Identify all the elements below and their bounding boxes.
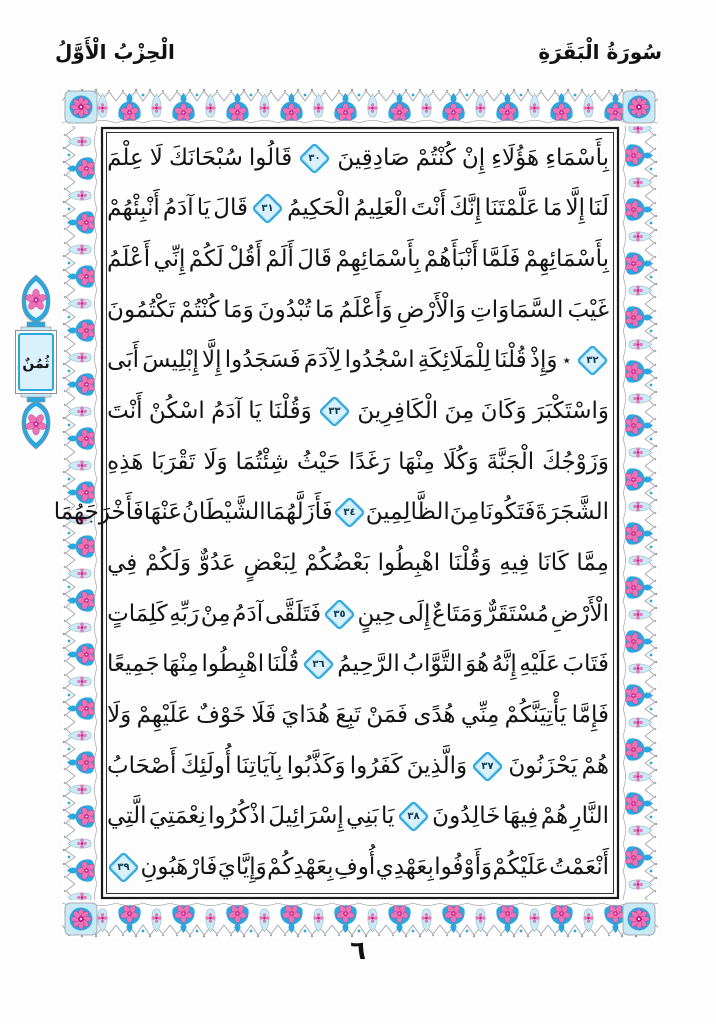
thumn-marker-ornament	[7, 272, 65, 452]
quran-word: فَأَخْرَجَهُمَا	[53, 499, 144, 526]
quran-word: مَا	[543, 195, 563, 222]
quran-word: لِلْمَلَائِكَةِ	[417, 347, 491, 374]
quran-word: يَأْتِيَنَّكُمْ	[504, 702, 567, 729]
quran-word: فِيهَا	[502, 803, 539, 830]
quran-word: عَلَيْهِمْ	[136, 702, 191, 729]
quran-line	[107, 285, 609, 336]
quran-word: الْكَافِرِينَ	[357, 398, 439, 425]
quran-word: إِنَّكَ	[449, 195, 482, 222]
quran-word: اسْجُدُوا	[344, 347, 415, 374]
quran-word: مُسْتَقَرٌّ	[484, 600, 549, 627]
ayah-marker: ٣٢	[576, 345, 609, 378]
quran-word: فَلَمَّا	[481, 246, 521, 273]
quran-word: وَلَا	[107, 702, 132, 729]
quran-word: لَا	[149, 144, 163, 171]
svg-text:ثُمُنٌ: ثُمُنٌ	[22, 356, 50, 372]
surah-title: سُورَةُ الْبَقَرَةِ	[538, 40, 662, 64]
quran-word: بَنِي	[346, 803, 379, 830]
quran-word: الْجَنَّةَ	[486, 448, 535, 475]
quran-line	[107, 842, 609, 893]
quran-word: خَالِدُونَ	[432, 803, 501, 830]
thumn-finial-icon	[7, 272, 65, 452]
quran-word: مِنْ	[200, 600, 231, 627]
ayah-marker: ٣١	[251, 193, 284, 226]
quran-text-area	[53, 133, 609, 893]
quran-word: أَنْعَمْتُ	[549, 854, 609, 881]
quran-word: التَّوَّابُ	[402, 651, 463, 678]
quran-word: غَيْبَ	[567, 296, 609, 323]
quran-line	[107, 640, 609, 691]
quran-word: وَزَوْجُكَ	[542, 448, 609, 475]
quran-word: بِأَسْمَائِهِمْ	[335, 246, 421, 273]
quran-word: بِعَهْدِكُمْ	[267, 854, 334, 881]
quran-word: بِآيَاتِنَا	[235, 752, 283, 779]
quran-word: لَكُمْ	[188, 246, 224, 273]
quran-word: وَكُلَا	[442, 448, 479, 475]
ayah-marker: ٣٦	[302, 649, 335, 682]
quran-word: إِسْرَائِيلَ	[268, 803, 344, 830]
quran-line	[107, 386, 609, 437]
quran-word: عَلَيْهِ	[519, 651, 560, 678]
quran-word: كَفَرُوا	[349, 752, 403, 779]
quran-word: وَمَتَاعٌ	[432, 600, 484, 627]
quran-word: وَكَانَ	[480, 398, 527, 425]
quran-word: سُبْحَانَكَ	[168, 144, 243, 171]
quran-word: أُولَئِكَ	[180, 752, 232, 779]
quran-word: الرَّحِيمُ	[337, 651, 400, 678]
quran-word: وَلَا	[203, 448, 228, 475]
quran-word: وَاسْتَكْبَرَ	[532, 398, 609, 425]
quran-word: فَتَابَ	[562, 651, 609, 678]
quran-line	[107, 437, 609, 488]
quran-word: وَلَكُمْ	[144, 550, 192, 577]
quran-line	[107, 741, 609, 792]
quran-word: الْحَكِيمُ	[287, 195, 351, 222]
quran-word: شِئْتُمَا	[235, 448, 289, 475]
quran-word: إِنْ	[461, 144, 486, 171]
quran-word: فِيهِ	[499, 550, 530, 577]
quran-word: أَعْلَمُ	[107, 246, 151, 273]
quran-word: وَقُلْنَا	[268, 398, 312, 425]
quran-word: يَحْزَنُونَ	[508, 752, 578, 779]
quran-word: آدَمُ	[232, 600, 264, 627]
quran-word: هُدَايَ	[281, 702, 331, 729]
quran-word: حَيْثُ	[296, 448, 341, 475]
quran-word: الَّتِي	[107, 803, 147, 830]
quran-word: فَمَنْ	[366, 702, 409, 729]
quran-word: قُلْنَا	[494, 347, 527, 374]
quran-word: عِلْمَ	[107, 144, 144, 171]
quran-word: فَتَلَقَّى	[264, 600, 322, 627]
quran-word: فَسَجَدُوا	[224, 347, 301, 374]
quran-word: هَذِهِ	[107, 448, 144, 475]
quran-word: أَلَمْ	[265, 246, 294, 273]
ayah-marker: ٣٥	[323, 598, 356, 631]
quran-word: فَإِمَّا	[571, 702, 609, 729]
quran-word: عَلَّمْتَنَا	[484, 195, 540, 222]
quran-word: لِآدَمَ	[303, 347, 342, 374]
quran-word: تَقْرَبَا	[151, 448, 196, 475]
quran-line	[107, 336, 609, 387]
quran-word: عَلَيْكُمْ	[492, 854, 549, 881]
quran-word: بِأَسْمَائِهِمْ	[523, 246, 609, 273]
quran-word: هُوَ	[465, 651, 490, 678]
quran-word: يَا	[196, 195, 211, 222]
quran-word: الظَّالِمِينَ	[365, 499, 450, 526]
quran-word: كَلِمَاتٍ	[107, 600, 168, 627]
quran-word: هَؤُلَاءِ	[491, 144, 540, 171]
quran-word: تَبِعَ	[335, 702, 361, 729]
quran-word: فَارْهَبُونِ	[140, 854, 218, 881]
quran-word: بَعْضُكُمْ	[304, 550, 370, 577]
quran-word: اهْبِطُوا	[377, 550, 441, 577]
quran-word: أَنْبِئْهُمْ	[107, 195, 160, 222]
ayah-marker: ٣٤	[333, 497, 366, 530]
quran-word: نِعْمَتِيَ	[148, 803, 206, 830]
quran-word: قُلْنَا	[266, 651, 300, 678]
quran-word: هُمْ	[540, 803, 569, 830]
quran-word: وَالَّذِينَ	[406, 752, 468, 779]
ayah-marker: ٣٧	[471, 750, 504, 783]
quran-line	[53, 488, 609, 539]
quran-word: إِبْلِيسَ	[142, 347, 199, 374]
quran-word: اسْكُنْ	[148, 398, 205, 425]
quran-word: عَدُوٌّ	[198, 550, 236, 577]
quran-word: وَالْأَرْضِ	[396, 296, 467, 323]
quran-word: عَنْهَا	[143, 499, 183, 526]
quran-line	[107, 589, 609, 640]
quran-word: رَبِّهِ	[169, 600, 200, 627]
ayah-marker: ٣٣	[318, 395, 351, 428]
quran-word: كُنْتُمْ	[179, 296, 220, 323]
quran-word: النَّارِ	[570, 803, 609, 830]
quran-word: مِنَ	[449, 499, 480, 526]
quran-word: مِنْهَا	[162, 651, 199, 678]
hizb-label: الْحِزْبُ الْأَوَّلُ	[55, 40, 175, 64]
quran-word: إِنَّهُ	[491, 651, 517, 678]
quran-word: حِينٍ	[357, 600, 397, 627]
quran-word: قَالُوا	[248, 144, 293, 171]
quran-word: اهْبِطُوا	[201, 651, 265, 678]
quran-word: مِنَ	[444, 398, 475, 425]
quran-word: اذْكُرُوا	[208, 803, 266, 830]
quran-line	[107, 184, 609, 235]
quran-word: جَمِيعًا	[107, 651, 160, 678]
quran-word: مَا	[315, 296, 335, 323]
quran-word: إِنِّي	[153, 246, 186, 273]
quran-word: أُوفِ	[333, 854, 376, 881]
quran-word: أَنْتَ	[410, 195, 447, 222]
quran-word: كَانَا	[537, 550, 569, 577]
quran-word: بِعَهْدِي	[375, 854, 434, 881]
quran-word: الْعَلِيمُ	[353, 195, 408, 222]
quran-word: لِبَعْضٍ	[243, 550, 297, 577]
quran-word: إِلَّا	[565, 195, 585, 222]
quran-word: وَأَوْفُوا	[434, 854, 493, 881]
quran-word: تَكْتُمُونَ	[107, 296, 176, 323]
quran-word: الْأَرْضِ	[550, 600, 609, 627]
quran-word: أَبَى	[107, 347, 140, 374]
page-number: ٦	[350, 936, 366, 966]
quran-line	[107, 133, 609, 184]
quran-word: فِي	[107, 550, 138, 577]
quran-word: وَمَا	[223, 296, 254, 323]
rub-el-hizb-star-icon: ٭	[562, 351, 571, 370]
quran-line	[107, 538, 609, 589]
quran-word: الشَّجَرَةَ	[535, 499, 609, 526]
quran-word: وَإِذْ	[529, 347, 558, 374]
quran-word: إِلَّا	[202, 347, 222, 374]
quran-word: قَالَ	[297, 246, 332, 273]
quran-word: تُبْدُونَ	[257, 296, 312, 323]
quran-word: يَا	[248, 398, 262, 425]
quran-word: يَا	[381, 803, 395, 830]
quran-word: فَأَزَلَّهُمَا	[265, 499, 333, 526]
quran-word: أَقُلْ	[227, 246, 262, 273]
quran-word: الشَّيْطَانُ	[182, 499, 266, 526]
quran-word: مِنْهَا	[398, 448, 435, 475]
ayah-marker: ٣٠	[299, 142, 332, 175]
quran-word: آدَمُ	[211, 398, 242, 425]
quran-word: خَوْفٌ	[196, 702, 247, 729]
quran-word: رَغَدًا	[348, 448, 391, 475]
quran-word: وَكَذَّبُوا	[286, 752, 346, 779]
quran-word: أَصْحَابُ	[107, 752, 177, 779]
quran-word: صَادِقِينَ	[337, 144, 410, 171]
ayah-marker: ٣٨	[397, 801, 430, 834]
quran-line	[107, 792, 609, 843]
quran-word: وَأَعْلَمُ	[338, 296, 393, 323]
quran-word: مِمَّا	[576, 550, 609, 577]
quran-word: أَنْبَأَهُمْ	[423, 246, 479, 273]
quran-word: السَّمَاوَاتِ	[470, 296, 564, 323]
quran-line	[107, 234, 609, 285]
quran-word: وَقُلْنَا	[447, 550, 492, 577]
quran-word: هُمْ	[581, 752, 609, 779]
quran-word: قَالَ	[213, 195, 248, 222]
ayah-marker: ٣٩	[107, 851, 140, 884]
quran-word: فَلَا	[251, 702, 277, 729]
quran-word: مِنِّي	[460, 702, 500, 729]
quran-word: وَإِيَّايَ	[217, 854, 267, 881]
quran-word: أَنْتَ	[107, 398, 143, 425]
quran-word: كُنْتُمْ	[415, 144, 456, 171]
quran-word: فَتَكُونَا	[479, 499, 536, 526]
quran-word: إِلَى	[397, 600, 431, 627]
quran-word: هُدًى	[413, 702, 456, 729]
quran-word: آدَمُ	[162, 195, 194, 222]
quran-word: بِأَسْمَاءِ	[545, 144, 609, 171]
quran-word: لَنَا	[588, 195, 609, 222]
quran-line	[107, 690, 609, 741]
